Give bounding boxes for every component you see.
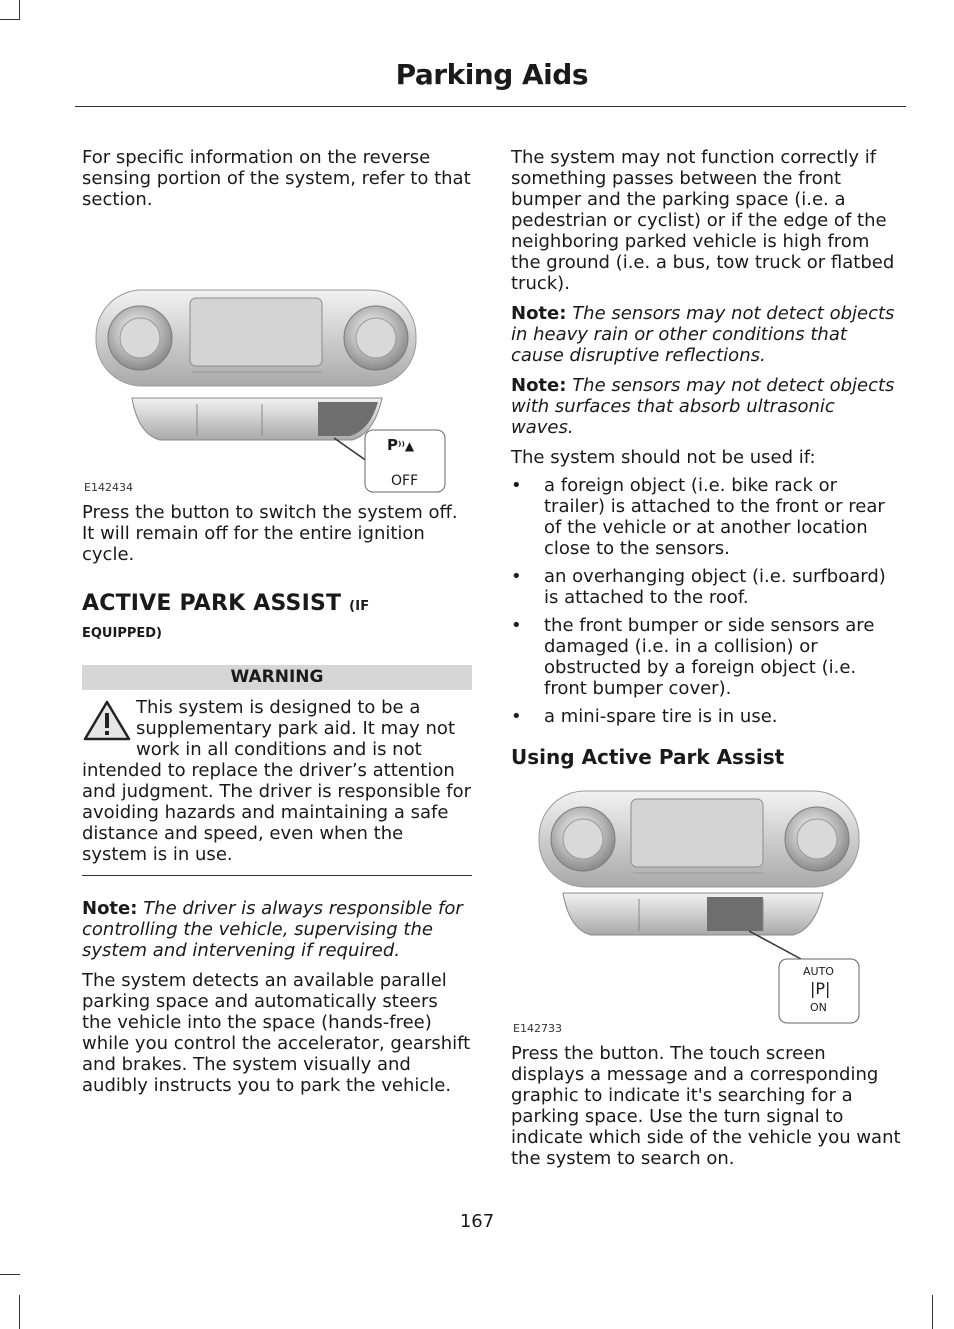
crop-mark xyxy=(0,1274,20,1275)
intro-paragraph: For specific information on the reverse sensing portion of the system, refer to that section. xyxy=(82,147,471,210)
header-rule xyxy=(75,106,906,107)
note-driver xyxy=(82,898,472,961)
crop-mark xyxy=(19,0,20,20)
figure-code: E142434 xyxy=(84,481,133,494)
section-heading xyxy=(82,591,472,620)
note-heavy-rain xyxy=(511,303,901,366)
page-title: Parking Aids xyxy=(395,58,588,91)
warning-header: WARNING xyxy=(82,665,472,690)
should-not-paragraph: The system should not be used if: xyxy=(511,447,816,468)
crop-mark xyxy=(932,1295,933,1329)
auto-label: AUTO xyxy=(803,965,834,978)
list-item: • a mini-spare tire is in use. xyxy=(511,706,778,727)
note-ultrasonic xyxy=(511,375,901,438)
warning-triangle-icon xyxy=(82,699,132,743)
subheading: Using Active Park Assist xyxy=(511,745,785,769)
note-text: The sensors may not detect objects with surfaces that absorb ultrasonic waves. xyxy=(511,375,895,438)
conditions-list xyxy=(511,475,901,727)
note-label: Note: xyxy=(511,303,567,324)
left-column xyxy=(82,147,472,1105)
figure-park-aid-off xyxy=(82,222,472,494)
crop-mark xyxy=(0,19,20,20)
figure-active-park-assist xyxy=(511,781,901,1035)
note-text: The sensors may not detect objects in heavy rain or other conditions that cause disruptive reflections. xyxy=(511,303,895,366)
section-title-suffix: (IF xyxy=(349,599,370,614)
press-button-paragraph: Press the button. The touch screen displays a message and a corresponding graphic to indicate it's searching for a parking space. Use the turn signal to indicate which side of the vehicle you want the system to search on. xyxy=(511,1043,901,1169)
right-column xyxy=(511,147,901,1178)
on-label: ON xyxy=(810,1001,827,1014)
list-item: • the front bumper or side sensors are damaged (i.e. in a collision) or obstructed by a foreign object (i.e. front bumper cover). xyxy=(511,615,875,699)
warning-box xyxy=(82,697,472,876)
crop-mark xyxy=(19,1295,20,1329)
park-assist-icon: |P| xyxy=(810,979,831,998)
off-button-label: OFF xyxy=(391,473,419,489)
park-aid-icon: P⁾⁾▲ xyxy=(387,436,415,454)
figure-code: E142733 xyxy=(513,1022,562,1035)
section-title: ACTIVE PARK ASSIST xyxy=(82,591,342,616)
note-label: Note: xyxy=(82,898,138,919)
console-illustration xyxy=(511,781,901,1035)
section-title-line2: EQUIPPED) xyxy=(82,626,162,641)
list-item: • an overhanging object (i.e. surfboard) is attached to the roof. xyxy=(511,566,886,608)
note-label: Note: xyxy=(511,375,567,396)
may-not-function-paragraph: The system may not function correctly if something passes between the front bumper and the parking space (i.e. a pedestrian or cyclist) or if the edge of the neighboring parked vehicle is high from the ground (i.e. a bus, tow truck or flatbed truck). xyxy=(511,147,895,294)
page-number: 167 xyxy=(459,1211,495,1232)
detects-paragraph: The system detects an available parallel parking space and automatically steers the vehicle into the space (hands-free) while you control the accelerator, gearshift and brakes. The system visually and audibly instructs you to park the vehicle. xyxy=(82,970,471,1096)
list-item: • a foreign object (i.e. bike rack or trailer) is attached to the front or rear of the vehicle or at another location close to the sensors. xyxy=(511,475,885,559)
note-text: The driver is always responsible for controlling the vehicle, supervising the system and intervening if required. xyxy=(82,898,463,961)
warning-text: This system is designed to be a supplementary park aid. It may not work in all conditions and is not intended to replace the driver’s attention and judgment. The driver is responsible for avoiding hazards and maintaining a safe distance and speed, even when the system is in use. xyxy=(82,697,471,865)
press-off-paragraph: Press the button to switch the system off. It will remain off for the entire ignition cycle. xyxy=(82,502,458,565)
